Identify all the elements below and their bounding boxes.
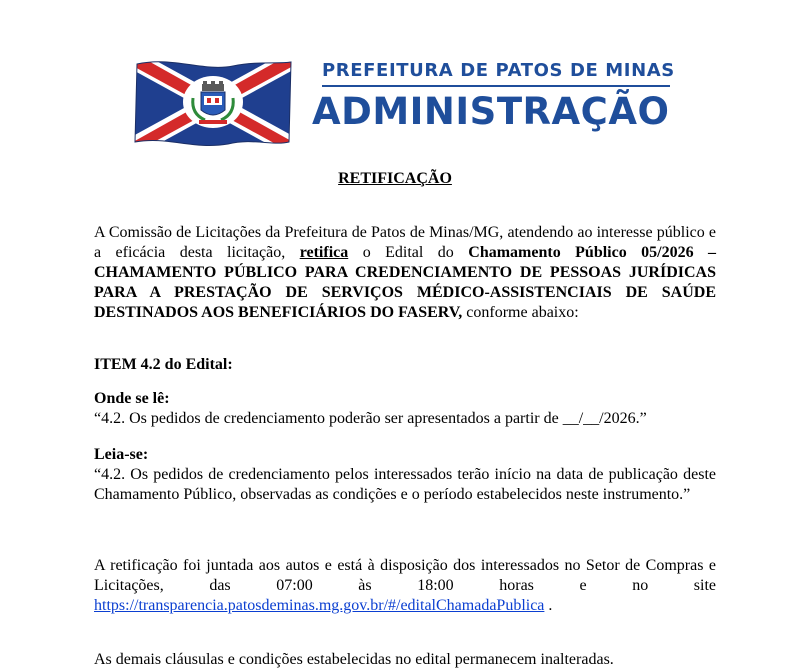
header-divider [322, 85, 670, 87]
municipal-flag-icon [133, 58, 293, 148]
document-title: RETIFICAÇÃO [338, 170, 452, 187]
intro-line-4: PARA A PRESTAÇÃO DE SERVIÇOS MÉDICO-ASSISTENCIAIS DE SAÚDE [94, 284, 716, 301]
retificacao-paragraph: A retificação foi juntada aos autos e está à disposição dos interessados no Setor de Compras e Licitações, das 07:00 às 18:00 horas e no site https://transparencia.patosdeminas.mg.gov.br/#/editalChamadaPublica . [94, 557, 716, 614]
transparency-portal-link[interactable]: https://transparencia.patosdeminas.mg.gov.br/#/editalChamadaPublica [94, 597, 545, 614]
retifica-emphasis: retifica [299, 244, 349, 261]
closing-paragraph: As demais cláusulas e condições estabelecidas no edital permanecem inalteradas. [94, 651, 614, 668]
onde-se-le-text: “4.2. Os pedidos de credenciamento poderão ser apresentados a partir de __/__/2026.” [94, 410, 647, 427]
onde-se-le-label: Onde se lê: [94, 390, 170, 407]
intro-line-2: a eficácia desta licitação, retifica o Edital do Chamamento Público 05/2026 – [94, 244, 717, 261]
leia-se-label: Leia-se: [94, 446, 149, 463]
intro-line-5: DESTINADOS AOS BENEFICIÁRIOS DO FASERV, conforme abaixo: [94, 304, 579, 321]
department-name: ADMINISTRAÇÃO [312, 90, 670, 133]
intro-line-3: CHAMAMENTO PÚBLICO PARA CREDENCIAMENTO DE PESSOAS JURÍDICAS [94, 264, 716, 281]
intro-line-1: A Comissão de Licitações da Prefeitura de Patos de Minas/MG, atendendo ao interesse público e [94, 224, 716, 241]
leia-se-text: “4.2. Os pedidos de credenciamento pelos interessados terão início na data de publicação deste Chamamento Público, observadas as condições e o período estabelecidos neste instrumento.” [94, 466, 716, 503]
organization-name: PREFEITURA DE PATOS DE MINAS [322, 60, 675, 81]
intro-paragraph [94, 223, 716, 323]
item-heading: ITEM 4.2 do Edital: [94, 356, 233, 373]
